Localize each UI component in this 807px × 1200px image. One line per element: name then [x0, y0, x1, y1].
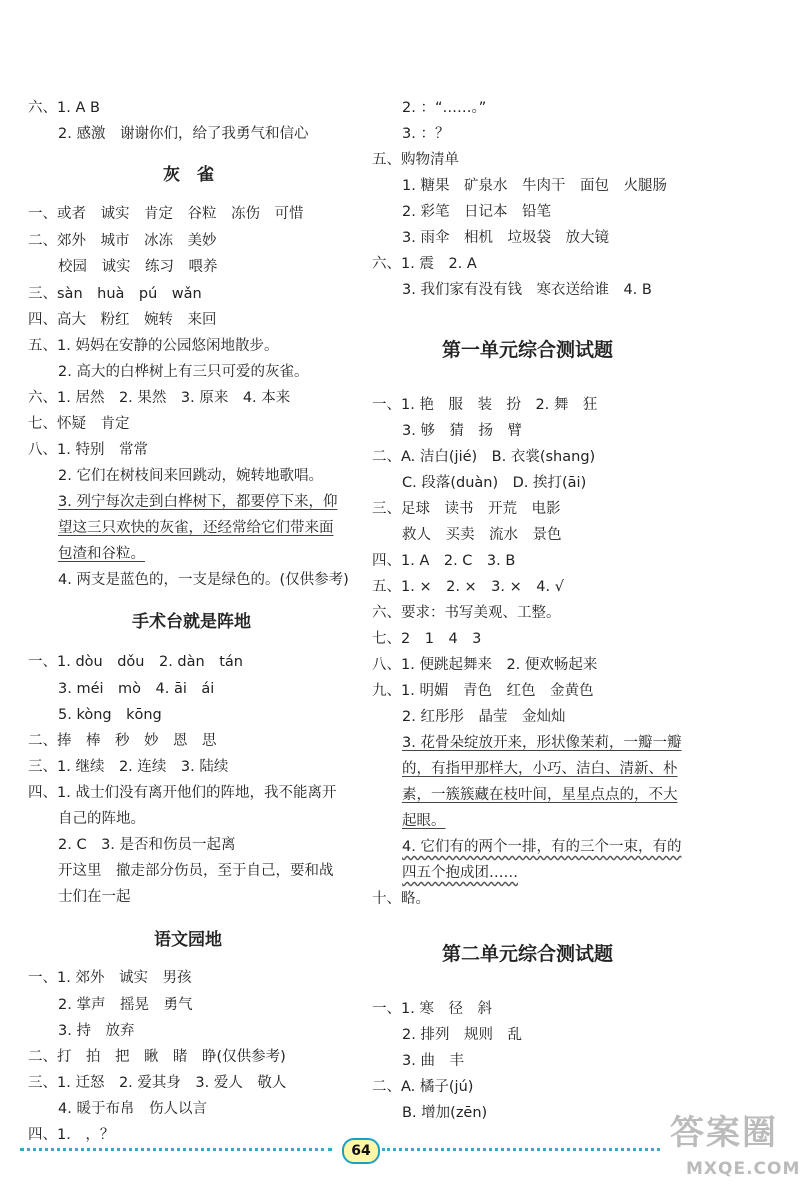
- footer-dots-right: [382, 1148, 660, 1155]
- page-footer: [20, 1138, 660, 1162]
- answer-line: 4. 两支是蓝色的，一支是绿色的。(仅供参考): [58, 572, 349, 588]
- section-title-unit1: 第一单元综合测试题: [442, 339, 614, 361]
- answer-line: 一、1. dòu dǒu 2. dàn tán: [28, 654, 243, 670]
- answer-line: 望这三只欢快的灰雀，还经常给它们带来面: [58, 520, 334, 536]
- answer-line: 3. 够 猜 扬 臂: [402, 423, 522, 439]
- answer-line: 六、要求：书写美观、工整。: [372, 605, 561, 621]
- answer-line: 3. 曲 丰: [402, 1053, 464, 1069]
- answer-line: 校园 诚实 练习 喂养: [58, 259, 218, 275]
- answer-line: 三、足球 读书 开荒 电影: [372, 501, 561, 517]
- answer-line: 一、1. 艳 服 装 扮 2. 舞 狂: [372, 397, 598, 413]
- answer-line: 八、1. 便跳起舞来 2. 便欢畅起来: [372, 657, 598, 673]
- answer-line: 五、1. 妈妈在安静的公园悠闲地散步。: [28, 338, 279, 354]
- answer-line: 3. ：？: [402, 126, 450, 142]
- answer-line: 十、略。: [372, 891, 430, 907]
- answer-line: 四、1. A 2. C 3. B: [372, 553, 516, 569]
- page-number: 64: [342, 1138, 380, 1164]
- answer-line: 七、怀疑 肯定: [28, 416, 130, 432]
- answer-line: 3. 列宁每次走到白桦树下，都要停下来，仰: [58, 494, 338, 510]
- answer-line: 2. 彩笔 日记本 铅笔: [402, 204, 551, 220]
- section-title-unit2: 第二单元综合测试题: [442, 943, 614, 965]
- answer-line: 五、购物清单: [372, 152, 459, 168]
- answer-line: 二、A. 橘子(jú): [372, 1079, 474, 1095]
- answer-line: 2. 高大的白桦树上有三只可爱的灰雀。: [58, 364, 309, 380]
- answer-line: 起眼。: [402, 813, 446, 829]
- answer-line: 士们在一起: [58, 889, 131, 905]
- answer-line: 救人 买卖 流水 景色: [402, 527, 562, 543]
- answer-line: 九、1. 明媚 青色 红色 金黄色: [372, 683, 594, 699]
- answer-line: 3. 我们家有没有钱 寒衣送给谁 4. B: [402, 282, 652, 298]
- answer-line: 四五个抱成团……: [402, 865, 518, 881]
- answer-line: 自己的阵地。: [58, 811, 145, 827]
- watermark-url: MXQE.COM: [686, 1159, 801, 1179]
- answer-line: 2. ：“……。”: [402, 100, 487, 116]
- answer-line: 四、高大 粉红 婉转 来回: [28, 312, 217, 328]
- answer-line: 三、1. 继续 2. 连续 3. 陆续: [28, 759, 229, 775]
- answer-line: 2. 它们在树枝间来回跳动，婉转地歌唱。: [58, 468, 323, 484]
- answer-line: 四、1. 战士们没有离开他们的阵地，我不能离开: [28, 785, 337, 801]
- answer-line: 4. 暖于布帛 伤人以言: [58, 1101, 207, 1117]
- answer-line: 包渣和谷粒。: [58, 546, 145, 562]
- answer-line: 三、1. 迁怒 2. 爱其身 3. 爱人 敬人: [28, 1075, 287, 1091]
- answer-line: 3. 雨伞 相机 垃圾袋 放大镜: [402, 230, 609, 246]
- answer-line: 5. kòng kōng: [58, 707, 162, 723]
- answer-line: 4. 它们有的两个一排，有的三个一束，有的: [402, 839, 682, 855]
- answer-line: 一、1. 郊外 诚实 男孩: [28, 970, 192, 986]
- answer-line: 3. 花骨朵绽放开来，形状像茉莉，一瓣一瓣: [402, 735, 682, 751]
- answer-line: 3. méi mò 4. āi ái: [58, 681, 215, 697]
- answer-line: 七、2 1 4 3: [372, 631, 482, 647]
- answer-line: 2. 红彤彤 晶莹 金灿灿: [402, 709, 566, 725]
- answer-line: 三、sàn huà pú wǎn: [28, 286, 202, 302]
- answer-line: 2. 掌声 摇晃 勇气: [58, 997, 193, 1013]
- answer-line: C. 段落(duàn) D. 挨打(āi): [402, 475, 587, 491]
- footer-dots-left: [20, 1148, 332, 1155]
- answer-line: 开这里 撤走部分伤员，至于自己，要和战: [58, 863, 334, 879]
- answer-line: 六、1. A B: [28, 100, 100, 116]
- answer-line: 二、A. 洁白(jié) B. 衣裳(shang): [372, 449, 596, 465]
- answer-line: 2. 排列 规则 乱: [402, 1027, 522, 1043]
- answer-line: 3. 持 放弃: [58, 1023, 135, 1039]
- answer-line: 二、郊外 城市 冰冻 美妙: [28, 233, 217, 249]
- answer-line: 1. 糖果 矿泉水 牛肉干 面包 火腿肠: [402, 178, 667, 194]
- answer-line: 素，一簇簇藏在枝叶间，星星点点的，不大: [402, 787, 678, 803]
- answer-line: 二、打 拍 把 瞅 睹 睁(仅供参考): [28, 1049, 286, 1065]
- answer-line: 五、1. × 2. × 3. × 4. √: [372, 579, 564, 595]
- section-title-yuwen: 语文园地: [154, 930, 222, 950]
- watermark-logo: 答案圈: [670, 1113, 778, 1153]
- answer-line: 2. C 3. 是否和伤员一起离: [58, 837, 236, 853]
- answer-line: 六、1. 居然 2. 果然 3. 原来 4. 本来: [28, 390, 291, 406]
- answer-line: 一、或者 诚实 肯定 谷粒 冻伤 可惜: [28, 206, 304, 222]
- answer-line: B. 增加(zēn): [402, 1105, 488, 1121]
- answer-line: 八、1. 特别 常常: [28, 442, 148, 458]
- answer-line: 六、1. 震 2. A: [372, 256, 477, 272]
- answer-line: 四、1. ，？: [28, 1127, 115, 1143]
- answer-line: 二、捧 棒 秒 妙 恩 思: [28, 733, 217, 749]
- section-title-shoushutai: 手术台就是阵地: [132, 612, 251, 632]
- answer-line: 的，有指甲那样大，小巧、洁白、清新、朴: [402, 761, 678, 777]
- watermark: [670, 1105, 800, 1195]
- answer-line: 一、1. 寒 径 斜: [372, 1001, 492, 1017]
- answer-line: 2. 感激 谢谢你们，给了我勇气和信心: [58, 126, 309, 142]
- section-title-huique: 灰 雀: [163, 165, 214, 185]
